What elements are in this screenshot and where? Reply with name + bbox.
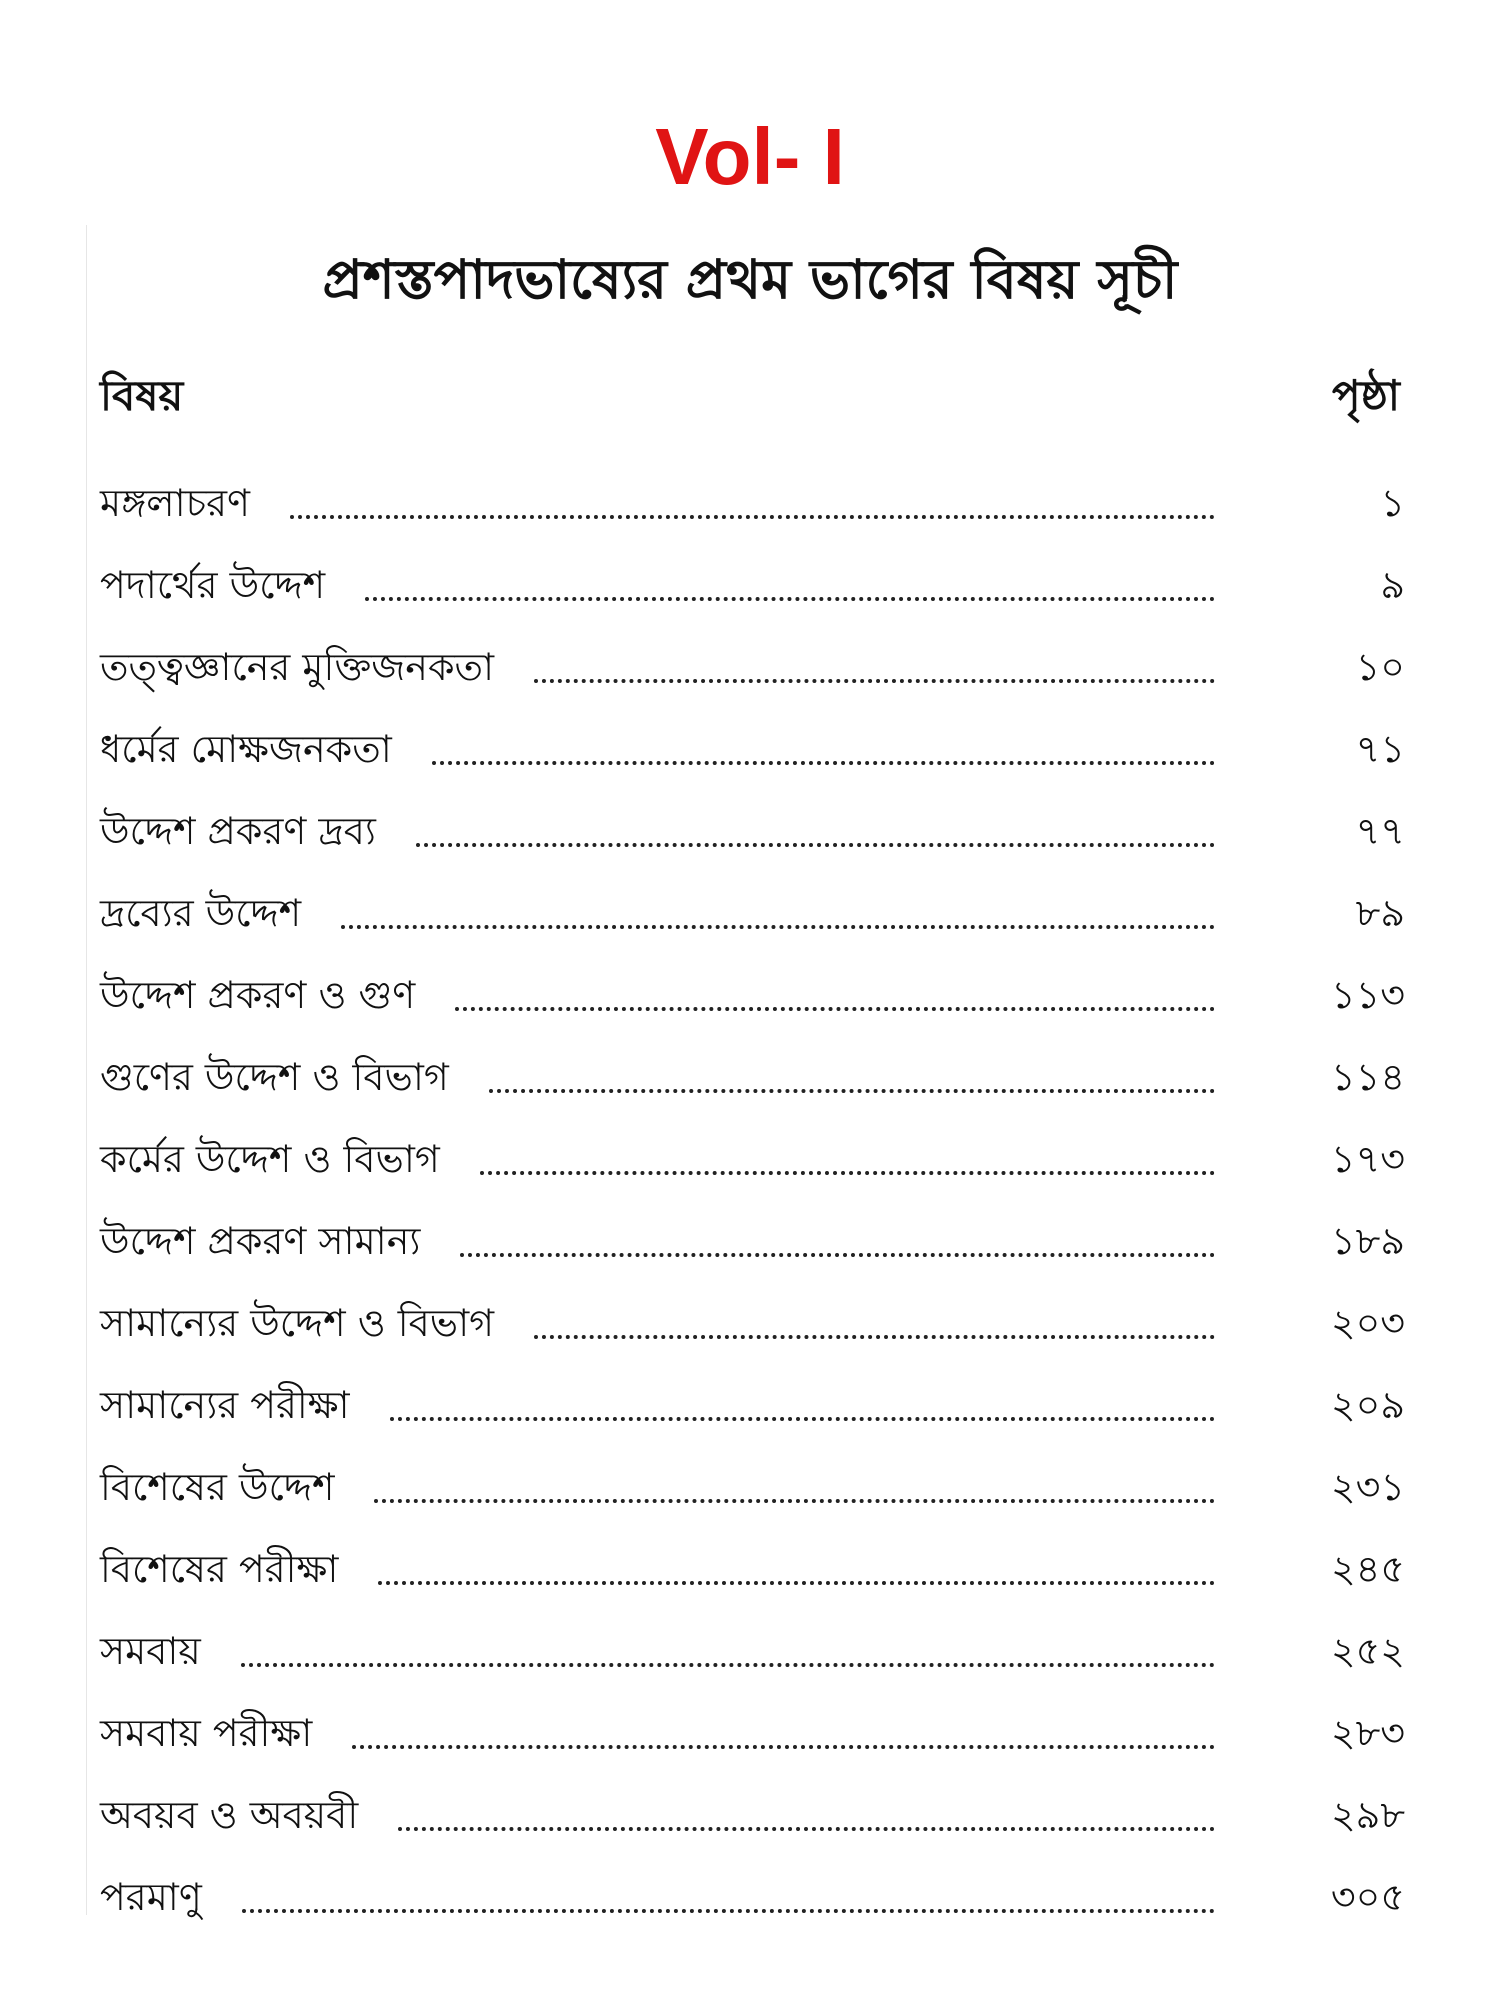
toc-entry-page: ২৪৫ [1330, 1547, 1405, 1591]
toc-entry-title: তত্ত্বজ্ঞানের মুক্তিজনকতা [100, 645, 495, 689]
dot-leader [534, 679, 1215, 683]
dot-leader [432, 761, 1215, 765]
toc-entry-title: বিশেষের পরীক্ষা [100, 1547, 339, 1591]
toc-entry-title: উদ্দেশ প্রকরণ ও গুণ [100, 973, 416, 1017]
dot-leader [290, 515, 1215, 519]
dot-leader [352, 1745, 1215, 1749]
toc-entry [100, 1282, 1405, 1364]
toc-entry [100, 872, 1405, 954]
dot-leader [390, 1417, 1215, 1421]
toc-entry-page: ১১৩ [1330, 973, 1405, 1017]
contents-title: প্রশস্তপাদভাষ্যের প্রথম ভাগের বিষয় সূচী [322, 248, 1178, 311]
toc-entry [100, 1036, 1405, 1118]
toc-entry [100, 1200, 1405, 1282]
toc-entry-title: কর্মের উদ্দেশ ও বিভাগ [100, 1137, 440, 1181]
subject-column-header: বিষয় [100, 371, 184, 420]
toc-entry-page: ২৩১ [1330, 1465, 1405, 1509]
toc-entry-title: উদ্দেশ প্রকরণ সামান্য [100, 1219, 421, 1263]
dot-leader [398, 1827, 1215, 1831]
dot-leader [374, 1499, 1215, 1503]
toc-entry [100, 626, 1405, 708]
toc-entry [100, 1446, 1405, 1528]
toc-entry-title: সমবায় পরীক্ষা [100, 1711, 313, 1755]
toc-entry [100, 790, 1405, 872]
toc-entry-page: ২০৯ [1330, 1383, 1405, 1427]
toc-entry-title: দ্রব্যের উদ্দেশ [100, 891, 302, 935]
toc-entry-page: ২৯৮ [1330, 1793, 1405, 1837]
toc-entry [100, 1528, 1405, 1610]
dot-leader [341, 925, 1215, 929]
dot-leader [534, 1335, 1215, 1339]
toc-entry-title: ধর্মের মোক্ষজনকতা [100, 727, 392, 771]
toc-entry-page: ১৭৩ [1330, 1137, 1405, 1181]
toc-entry-title: সমবায় [100, 1629, 201, 1673]
dot-leader [242, 1909, 1215, 1913]
toc-entry [100, 544, 1405, 626]
toc-entry-title: গুণের উদ্দেশ ও বিভাগ [100, 1055, 449, 1099]
toc-entry-title: উদ্দেশ প্রকরণ দ্রব্য [100, 809, 376, 853]
toc-entry-title: পরমাণু [100, 1875, 202, 1919]
toc-entry [100, 1118, 1405, 1200]
volume-label: Vol- I [655, 112, 845, 201]
dot-leader [489, 1089, 1215, 1093]
table-of-contents [100, 462, 1405, 1938]
dot-leader [480, 1171, 1215, 1175]
page-column-header: পৃষ্ঠা [1331, 371, 1400, 420]
toc-entry-page: ২০৩ [1330, 1301, 1405, 1345]
toc-entry-page: ১ [1380, 481, 1405, 525]
dot-leader [416, 843, 1215, 847]
toc-entry-page: ১০ [1355, 645, 1405, 689]
toc-entry-title: সামান্যের পরীক্ষা [100, 1383, 350, 1427]
toc-entry-page: ৭১ [1355, 727, 1405, 771]
toc-entry-title: পদার্থের উদ্দেশ [100, 563, 326, 607]
toc-entry-page: ২৫২ [1330, 1629, 1405, 1673]
dot-leader [241, 1663, 1215, 1667]
toc-entry-page: ২৮৩ [1330, 1711, 1405, 1755]
toc-entry [100, 708, 1405, 790]
toc-entry-title: সামান্যের উদ্দেশ ও বিভাগ [100, 1301, 495, 1345]
toc-entry [100, 954, 1405, 1036]
toc-entry [100, 1364, 1405, 1446]
toc-entry [100, 1692, 1405, 1774]
toc-entry-page: ১৮৯ [1331, 1219, 1405, 1263]
dot-leader [365, 597, 1215, 601]
toc-entry-page: ৮৯ [1355, 891, 1405, 935]
toc-entry-page: ১১৪ [1331, 1055, 1405, 1099]
toc-entry [100, 1856, 1405, 1938]
page-margin-line [86, 225, 87, 1915]
toc-entry [100, 1610, 1405, 1692]
toc-entry-page: ৭৭ [1355, 809, 1405, 853]
dot-leader [460, 1253, 1215, 1257]
toc-entry-page: ৯ [1380, 563, 1405, 607]
toc-entry-title: অবয়ব ও অবয়বী [100, 1793, 359, 1837]
toc-entry-page: ৩০৫ [1330, 1875, 1405, 1919]
toc-entry-title: মঙ্গলাচরণ [100, 481, 251, 525]
dot-leader [455, 1007, 1215, 1011]
dot-leader [378, 1581, 1215, 1585]
toc-entry-title: বিশেষের উদ্দেশ [100, 1465, 335, 1509]
toc-entry [100, 1774, 1405, 1856]
toc-entry [100, 462, 1405, 544]
